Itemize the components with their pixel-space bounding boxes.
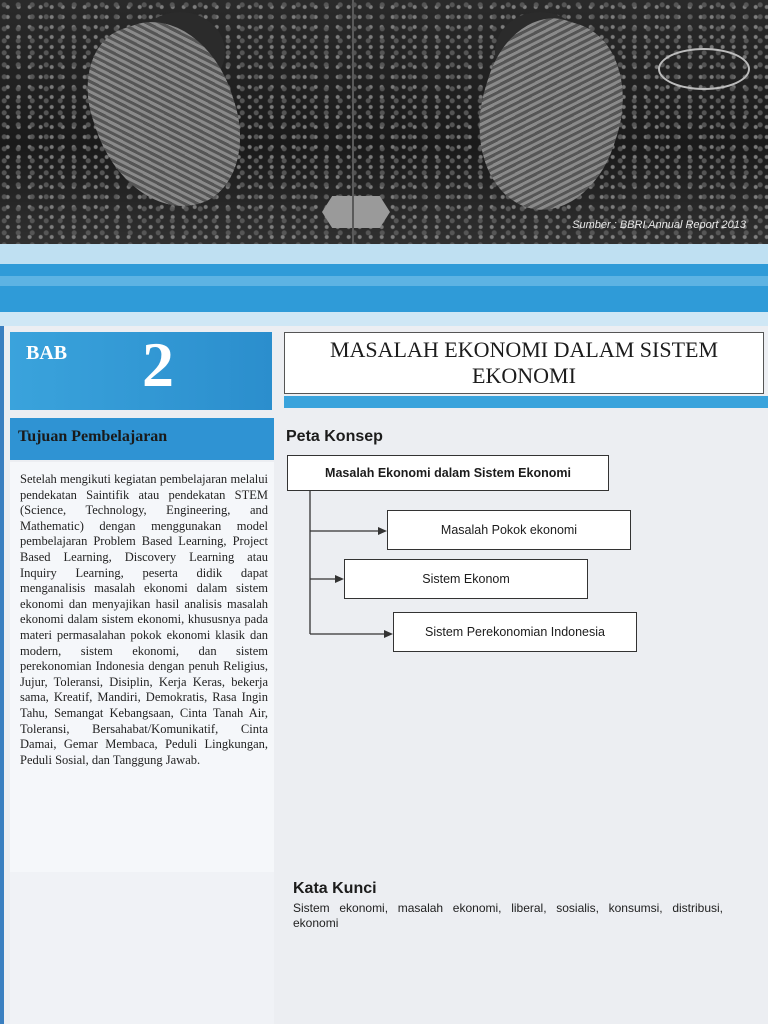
kata-kunci-text: Sistem ekonomi, masalah ekonomi, liberal, sosialis, konsumsi, distribusi, ekonomi — [293, 901, 723, 930]
stripe-light — [0, 244, 768, 264]
left-column-fill — [10, 872, 274, 1024]
tujuan-text: Setelah mengikuti kegiatan pembelajaran melalui pendekatan Saintifik atau pendekatan STEM (Science, Technology, Engineering, and Mathematic) dengan menggunakan model pembelajaran Problem Based Learning, Project Based Learning, Discovery Learning atau Inquiry Learning, peserta didik dapat menganalisis masalah ekonomi dalam sistem ekonomi dan menyajikan hasil analisis masalah ekonomi dalam sistem ekonomi, khususnya pada materi permasalahan pokok ekonomi klasik dan modern, sistem ekonomi, dan sistem perekonomian Indonesia dengan penuh Religius, Jujur, Toleransi, Disiplin, Kerja Keras, bekerja sama, Kreatif, Mandiri, Demokratis, Rasa Ingin Tahu, Semangat Kebangsaan, Cinta Tanah Air, Toleransi, Bersahabat/Komunikatif, Cinta Damai, Gemar Membaca, Peduli Lingkungan, Peduli Sosial, dan Tanggung Jawab. — [10, 462, 274, 872]
worker-right — [454, 3, 646, 227]
photo-source: Sumber : BBRI Annual Report 2013 — [572, 219, 746, 231]
concept-child-2: Sistem Ekonom — [344, 559, 588, 599]
chapter-label: BAB — [26, 342, 68, 364]
tujuan-heading: Tujuan Pembelajaran — [10, 418, 274, 460]
concept-root: Masalah Ekonomi dalam Sistem Ekonomi — [287, 455, 609, 491]
title-underline-bar — [284, 396, 768, 408]
kata-kunci-heading: Kata Kunci — [293, 880, 377, 897]
concept-child-3: Sistem Perekonomian Indonesia — [393, 612, 637, 652]
banner-photo — [0, 0, 768, 244]
stripe-pale — [0, 312, 768, 326]
concept-child-1: Masalah Pokok ekonomi — [387, 510, 631, 550]
worker-left — [69, 3, 261, 227]
hexagon-shape — [322, 196, 390, 228]
stripe-mid — [0, 276, 768, 286]
peta-konsep-heading: Peta Konsep — [286, 428, 383, 445]
chapter-title: MASALAH EKONOMI DALAM SISTEM EKONOMI — [284, 332, 764, 394]
chapter-box — [10, 329, 272, 410]
stripe-main — [0, 264, 768, 312]
photo-seam — [352, 0, 354, 244]
basket-shape — [658, 48, 750, 90]
chapter-number: 2 — [142, 329, 174, 400]
